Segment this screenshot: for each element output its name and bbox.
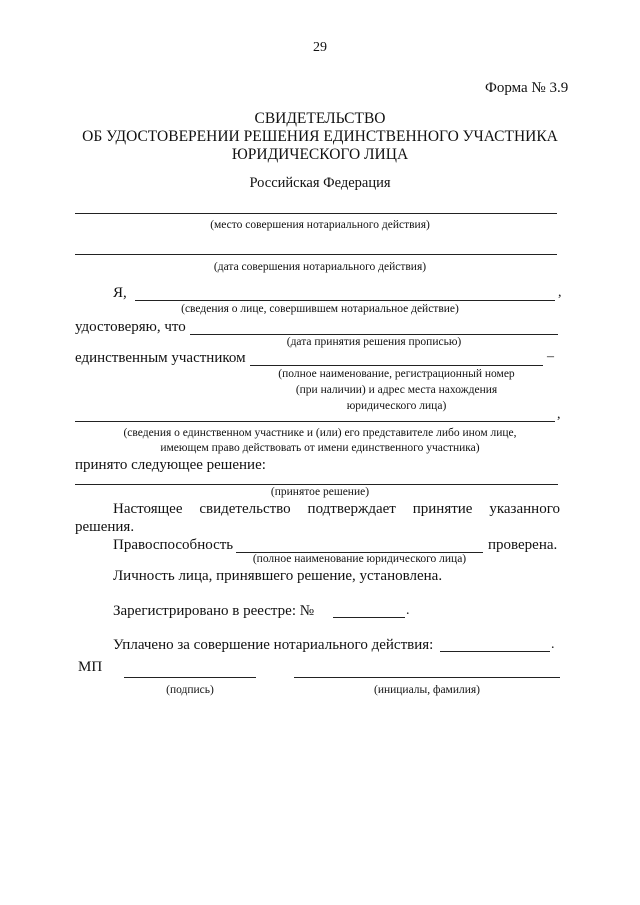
confirm-word: Настоящее	[113, 501, 183, 517]
decision-hint: (принятое решение)	[270, 486, 370, 498]
confirm-paragraph-end: решения.	[75, 519, 135, 535]
sole-participant-label: единственным участником	[75, 350, 246, 366]
initials-hint: (инициалы, фамилия)	[373, 684, 481, 696]
ya-label: Я,	[113, 285, 127, 301]
decision-field[interactable]	[75, 484, 558, 485]
comma-mark: ,	[558, 285, 562, 300]
title-line-3: ЮРИДИЧЕСКОГО ЛИЦА	[231, 146, 409, 163]
period-mark-2: .	[551, 637, 555, 652]
page-number: 29	[313, 40, 327, 55]
period-mark: .	[406, 603, 410, 618]
decision-taken-label: принято следующее решение:	[75, 457, 266, 473]
paid-amount-field[interactable]	[440, 651, 550, 652]
date-field[interactable]	[75, 254, 557, 255]
confirm-word: принятие	[412, 501, 473, 517]
registry-label: Зарегистрировано в реестре: №	[113, 603, 315, 619]
legal-entity-hint: (полное наименование юридического лица)	[252, 553, 467, 565]
confirm-word: указанного	[489, 501, 560, 517]
signature-hint: (подпись)	[166, 684, 214, 696]
comma-mark-2: ,	[557, 407, 561, 422]
place-hint: (место совершения нотариального действия)	[210, 219, 430, 231]
capacity-label: Правоспособность	[113, 537, 234, 553]
person-hint: (сведения о лице, совершившем нотариальное действие)	[181, 303, 459, 315]
decision-date-field[interactable]	[190, 334, 558, 335]
signature-field[interactable]	[124, 677, 256, 678]
registry-number-field[interactable]	[333, 617, 405, 618]
identity-statement: Личность лица, принявшего решение, установлена.	[113, 568, 443, 584]
person-field[interactable]	[135, 300, 555, 301]
participant-hint: (полное наименование, регистрационный номер (при наличии) и адрес места нахождения юридического лица)	[278, 368, 515, 412]
initials-field[interactable]	[294, 677, 560, 678]
confirm-word: подтверждает	[307, 501, 396, 517]
title-line-2: ОБ УДОСТОВЕРЕНИИ РЕШЕНИЯ ЕДИНСТВЕННОГО УЧАСТНИКА	[82, 128, 558, 145]
stamp-place-label: МП	[78, 659, 103, 675]
dash-mark: –	[547, 349, 554, 364]
paid-label: Уплачено за совершение нотариального действия:	[113, 637, 434, 653]
place-field[interactable]	[75, 213, 557, 214]
confirm-paragraph-line	[113, 501, 560, 518]
representative-hint: (сведения о единственном участнике и (или) его представителе либо ином лице, имеющем право действовать от имени единственного участника)	[123, 427, 517, 454]
country-label: Российская Федерация	[249, 175, 391, 191]
verified-label: проверена.	[488, 537, 558, 553]
document-title	[0, 110, 640, 164]
date-hint: (дата совершения нотариального действия)	[213, 261, 427, 273]
title-line-1: СВИДЕТЕЛЬСТВО	[254, 110, 386, 127]
representative-field[interactable]	[75, 421, 555, 422]
decision-date-hint: (дата принятия решения прописью)	[286, 336, 462, 348]
form-number: Форма № 3.9	[485, 80, 569, 96]
certify-label: удостоверяю, что	[75, 319, 186, 335]
confirm-word: свидетельство	[199, 501, 291, 517]
